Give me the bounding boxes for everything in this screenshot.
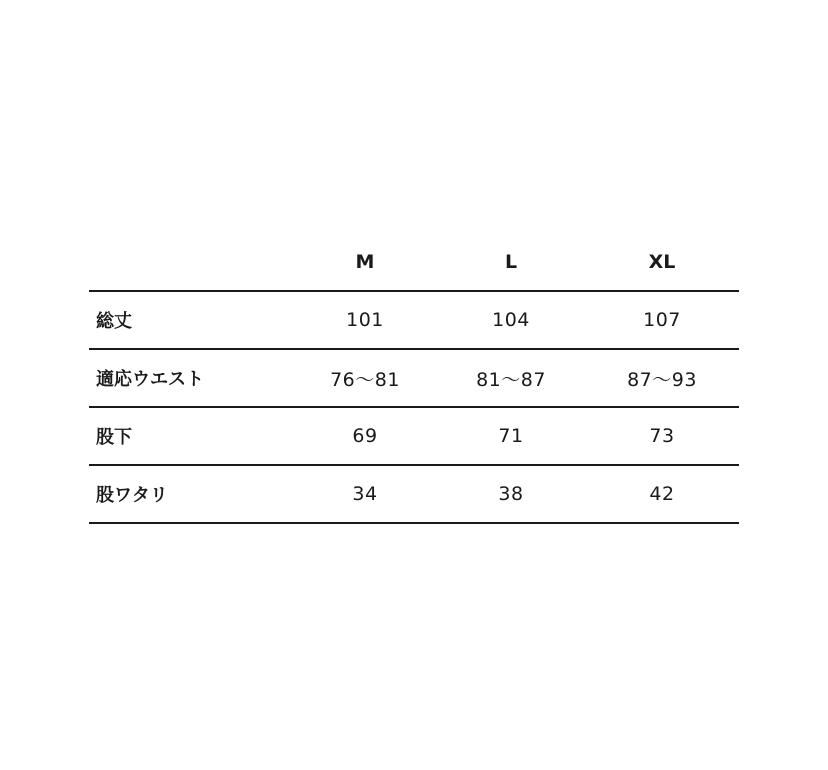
table-row bbox=[89, 466, 739, 524]
table-row bbox=[89, 350, 739, 408]
row-label-inseam: 股下 bbox=[96, 427, 132, 448]
table-cell: 81〜87 bbox=[476, 368, 546, 391]
table-row bbox=[89, 408, 739, 466]
row-label-total-length: 総丈 bbox=[96, 311, 132, 332]
column-header-m: M bbox=[355, 250, 375, 273]
table-cell: 104 bbox=[492, 309, 530, 331]
table-cell: 42 bbox=[649, 483, 675, 505]
table-cell: 76〜81 bbox=[330, 368, 400, 391]
row-label-thigh-width: 股ワタリ bbox=[96, 485, 168, 506]
table-cell: 38 bbox=[498, 483, 524, 505]
table-row bbox=[89, 292, 739, 350]
table-cell: 34 bbox=[352, 483, 378, 505]
table-header-row bbox=[89, 233, 739, 292]
table-cell: 69 bbox=[352, 425, 378, 447]
column-header-l: L bbox=[504, 250, 518, 273]
table-cell: 107 bbox=[643, 309, 681, 331]
size-table bbox=[89, 233, 739, 524]
table-cell: 87〜93 bbox=[627, 368, 697, 391]
table-cell: 71 bbox=[498, 425, 524, 447]
table-cell: 101 bbox=[346, 309, 384, 331]
row-label-waist: 適応ウエスト bbox=[96, 369, 204, 390]
column-header-xl: XL bbox=[648, 250, 676, 273]
table-cell: 73 bbox=[649, 425, 675, 447]
